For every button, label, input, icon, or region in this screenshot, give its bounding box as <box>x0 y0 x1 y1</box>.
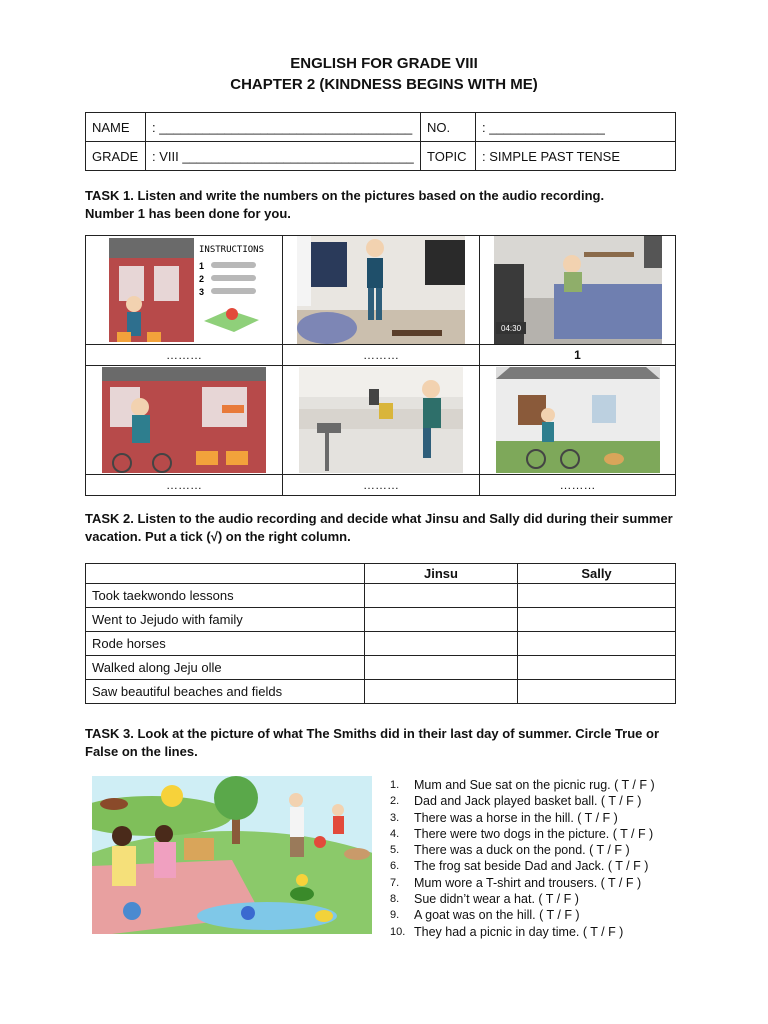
task1-line2: Number 1 has been done for you. <box>85 206 291 221</box>
jinsu-tick-cell[interactable] <box>365 656 518 680</box>
task3-line2: False on the lines. <box>85 744 198 759</box>
sun-icon <box>161 785 183 807</box>
statement-number: 8. <box>390 893 400 906</box>
instructions-card-title: INSTRUCTIONS <box>199 245 265 255</box>
frog-icon <box>290 887 314 901</box>
statement-number: 2. <box>390 795 400 808</box>
statement-text: Sue didn’t wear a hat. ( T / F ) <box>414 892 579 907</box>
task3-line1: TASK 3. Look at the picture of what The Smiths did in their last day of summer. Circle True or <box>85 726 660 741</box>
list-item[interactable] <box>390 811 655 827</box>
scene-waking-up <box>494 236 662 344</box>
activity-label: Took taekwondo lessons <box>86 584 365 608</box>
list-item[interactable] <box>390 827 655 843</box>
column-header <box>86 564 365 584</box>
list-item[interactable] <box>390 908 655 924</box>
jinsu-tick-cell[interactable] <box>365 680 518 704</box>
table-row <box>86 632 676 656</box>
picnic-picture <box>92 776 372 934</box>
picture-cell <box>480 366 676 475</box>
activity-label: Rode horses <box>86 632 365 656</box>
table-row <box>86 680 676 704</box>
name-label: NAME <box>86 113 146 142</box>
task2-line2: vacation. Put a tick (√) on the right column. <box>85 529 351 544</box>
task2-line1: TASK 2. Listen to the audio recording and decide what Jinsu and Sally did during their summer <box>85 511 673 526</box>
statement-text: There was a duck on the pond. ( T / F ) <box>414 843 630 858</box>
statement-number: 5. <box>390 844 400 857</box>
duck-icon <box>315 910 333 922</box>
picture-answer: 1 <box>480 345 676 366</box>
student-info-table <box>85 112 676 171</box>
activity-label: Went to Jejudo with family <box>86 608 365 632</box>
picture-answer[interactable]: ……… <box>480 475 676 496</box>
name-field[interactable]: : ___________________________________ <box>146 113 421 142</box>
picture-answer[interactable]: ……… <box>86 475 283 496</box>
picture-cell <box>86 236 283 345</box>
picture-cell <box>283 236 480 345</box>
column-header-sally: Sally <box>518 564 676 584</box>
list-item[interactable] <box>390 778 655 794</box>
card-number: 3 <box>199 287 205 297</box>
statement-text: They had a picnic in day time. ( T / F ) <box>414 924 624 939</box>
statement-number: 6. <box>390 860 400 873</box>
statement-number: 9. <box>390 909 400 922</box>
picture-answer[interactable]: ……… <box>283 345 480 366</box>
statement-number: 1. <box>390 779 400 791</box>
card-number: 2 <box>199 274 205 284</box>
statement-text: Dad and Jack played basket ball. ( T / F ) <box>414 794 642 809</box>
list-item[interactable] <box>390 876 655 892</box>
scene-shop-bicycle <box>102 367 266 473</box>
topic-value: : SIMPLE PAST TENSE <box>476 142 676 171</box>
statement-text: There were two dogs in the picture. ( T / F ) <box>414 826 654 841</box>
table-row <box>86 656 676 680</box>
statement-number: 10. <box>390 925 406 938</box>
sally-tick-cell[interactable] <box>518 608 676 632</box>
column-header-jinsu: Jinsu <box>365 564 518 584</box>
true-false-list <box>390 778 655 941</box>
scene-bedroom-standing <box>297 236 465 344</box>
list-item[interactable] <box>390 892 655 908</box>
grade-field[interactable]: : VIII ________________________________ <box>146 142 421 171</box>
statement-number: 7. <box>390 876 400 889</box>
picture-cell <box>480 236 676 345</box>
statement-text: A goat was on the hill. ( T / F ) <box>414 908 580 923</box>
topic-label: TOPIC <box>421 142 476 171</box>
chapter-title: CHAPTER 2 (KINDNESS BEGINS WITH ME) <box>230 76 538 93</box>
no-label: NO. <box>421 113 476 142</box>
statement-number: 4. <box>390 827 400 840</box>
picture-answer[interactable]: ……… <box>283 475 480 496</box>
no-field[interactable]: : ________________ <box>476 113 676 142</box>
picture-cell <box>283 366 480 475</box>
picture-cell <box>86 366 283 475</box>
grade-label: GRADE <box>86 142 146 171</box>
statement-text: Mum wore a T-shirt and trousers. ( T / F ) <box>414 875 642 890</box>
jinsu-tick-cell[interactable] <box>365 632 518 656</box>
task1-instructions <box>85 187 685 223</box>
statement-text: Mum and Sue sat on the picnic rug. ( T / F ) <box>414 778 655 792</box>
activity-label: Saw beautiful beaches and fields <box>86 680 365 704</box>
list-item[interactable] <box>390 794 655 810</box>
table-row <box>86 584 676 608</box>
task2-instructions <box>85 510 685 546</box>
statement-text: The frog sat beside Dad and Jack. ( T / F ) <box>414 859 649 874</box>
video-timestamp: 04:30 <box>500 324 521 333</box>
sally-tick-cell[interactable] <box>518 632 676 656</box>
list-item[interactable] <box>390 843 655 859</box>
list-item[interactable] <box>390 859 655 875</box>
task1-picture-grid <box>85 235 676 496</box>
sally-tick-cell[interactable] <box>518 656 676 680</box>
jinsu-tick-cell[interactable] <box>365 584 518 608</box>
task1-line1: TASK 1. Listen and write the numbers on the pictures based on the audio recording. <box>85 188 605 203</box>
vacation-table <box>85 563 676 704</box>
statement-text: There was a horse in the hill. ( T / F ) <box>414 810 618 825</box>
map-pin-icon <box>226 308 238 320</box>
scene-shop-instructions <box>99 236 269 344</box>
card-number: 1 <box>199 261 205 271</box>
table-row <box>86 608 676 632</box>
worksheet-title: ENGLISH FOR GRADE VIII <box>290 55 478 72</box>
picture-answer[interactable]: ……… <box>86 345 283 366</box>
task3-instructions <box>85 725 685 761</box>
statement-number: 3. <box>390 811 400 824</box>
scene-kitchen <box>299 367 463 473</box>
dog-icon <box>344 848 370 860</box>
scene-house-dog <box>496 367 660 473</box>
activity-label: Walked along Jeju olle <box>86 656 365 680</box>
jinsu-tick-cell[interactable] <box>365 608 518 632</box>
sally-tick-cell[interactable] <box>518 680 676 704</box>
horse-icon <box>100 798 128 810</box>
sally-tick-cell[interactable] <box>518 584 676 608</box>
list-item[interactable] <box>390 925 655 941</box>
